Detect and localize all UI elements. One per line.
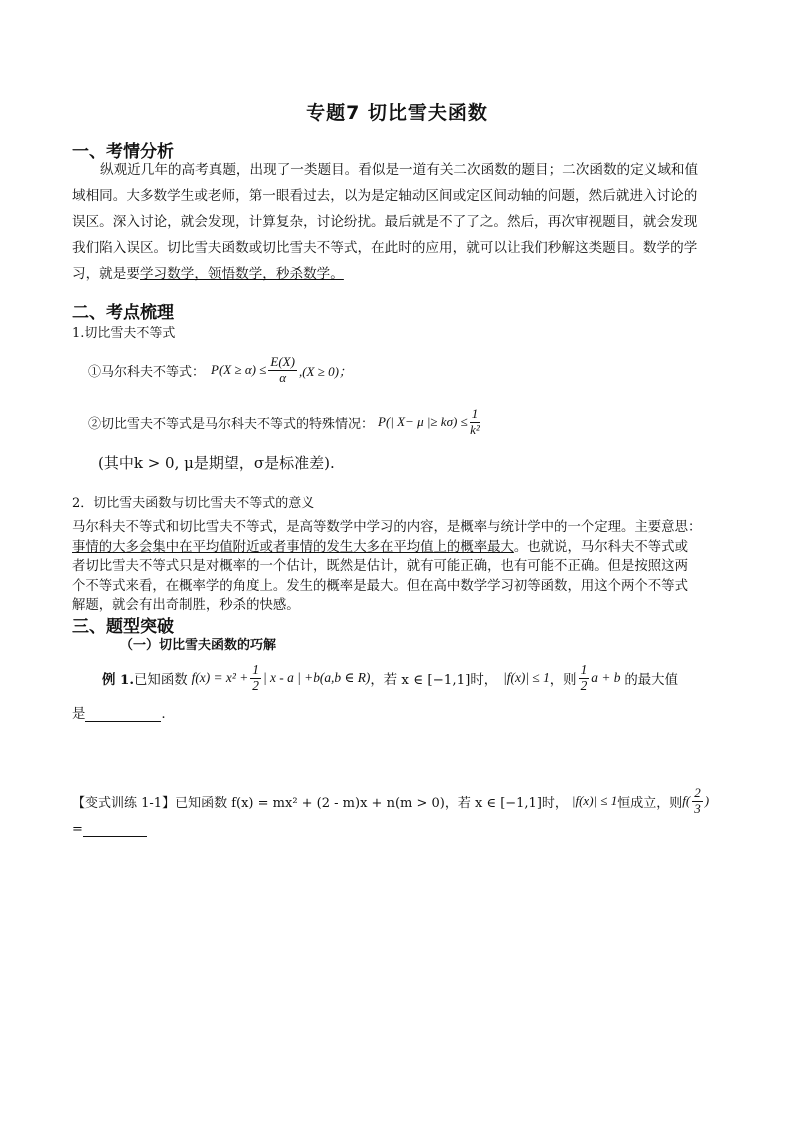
example-1-condition: |f(x)| ≤ 1 bbox=[503, 670, 550, 685]
meaning-underlined-phrase: 事情的大多会集中在平均值附近或者事情的发生大多在平均值上的概率最大 bbox=[72, 539, 514, 555]
variant-denominator: 3 bbox=[694, 800, 701, 816]
example-1-text3: ，则 bbox=[549, 672, 577, 688]
subsection-title: （一）切比雪夫函数的巧解 bbox=[120, 638, 277, 653]
markov-lhs: P(X ≥ α) ≤ bbox=[211, 362, 267, 377]
variant-condition: |f(x)| ≤ 1 bbox=[571, 793, 618, 808]
example-1-line2-prefix: 是 bbox=[72, 707, 86, 722]
example-1-text2: ，若 x ∈ [−1,1]时， bbox=[370, 672, 498, 688]
meaning-line-5: 解题，就会有出奇制胜，秒杀的快感。 bbox=[72, 598, 300, 613]
meaning-line-2-rest: 。也就说，马尔科夫不等式或 bbox=[513, 539, 688, 555]
example-1-expression: a + b bbox=[591, 670, 621, 685]
variant-equals: = bbox=[72, 822, 83, 837]
variant-text2: 恒成立，则 bbox=[617, 795, 683, 811]
chebyshev-lhs: P(| X− μ |≥ kσ) ≤ bbox=[378, 414, 468, 429]
analysis-line-5-prefix: 习，就是要 bbox=[72, 266, 140, 282]
page-title: 专题7 切比雪夫函数 bbox=[306, 102, 488, 124]
example-1-answer-line bbox=[72, 703, 166, 722]
example-1-text4: 的最大值 bbox=[624, 672, 678, 688]
variant-answer-blank[interactable] bbox=[83, 824, 147, 837]
chebyshev-denominator: k² bbox=[470, 421, 480, 437]
example-1-expr-numerator: 1 bbox=[580, 661, 588, 677]
example-1-half bbox=[250, 663, 261, 693]
example-1-period: . bbox=[161, 707, 166, 722]
markov-label: ①马尔科夫不等式： bbox=[88, 364, 206, 380]
analysis-line-2: 域相同。大多数学生或老师，第一眼看过去，以为是定轴动区间或定区间动轴的问题，然后就进入讨论的 bbox=[72, 188, 698, 204]
chebyshev-inequality bbox=[88, 402, 482, 442]
meaning-line-2 bbox=[72, 538, 732, 558]
analysis-underlined-phrase: 学习数学，领悟数学，秒杀数学。 bbox=[139, 266, 344, 282]
variant-exercise bbox=[72, 786, 709, 816]
example-1-label: 例 1. bbox=[102, 671, 135, 688]
markov-tail: ,(X ≥ 0)； bbox=[298, 363, 352, 379]
section-heading-problems: 三、题型突破 bbox=[72, 617, 174, 637]
analysis-line-1: 纵观近几年的高考真题，出现了一类题目。看似是一道有关二次函数的题目；二次函数的定义域和值 bbox=[100, 162, 699, 178]
variant-numerator: 2 bbox=[694, 785, 701, 801]
variant-text1: 已知函数 f(x) = mx² + (2 - m)x + n(m > 0)，若 x ∈ [−1,1]时， bbox=[175, 795, 568, 811]
analysis-line-4: 我们陷入误区。切比雪夫函数或切比雪夫不等式，在此时的应用，就可以让我们秒解这类题目。数学的学 bbox=[72, 240, 698, 256]
example-1-text1: 已知函数 bbox=[134, 672, 188, 688]
variant-f-close: ) bbox=[704, 793, 710, 808]
item2-title: 2．切比雪夫函数与切比雪夫不等式的意义 bbox=[72, 496, 315, 511]
markov-denominator: α bbox=[279, 369, 287, 385]
example-1-function-rest: | x - a | +b(a,b ∈ R) bbox=[262, 670, 371, 685]
example-1-half-denominator: 2 bbox=[252, 677, 259, 693]
section-heading-analysis: 一、考情分析 bbox=[72, 142, 174, 162]
analysis-line-5 bbox=[72, 261, 722, 287]
meaning-line-3: 者切比雪夫不等式只是对概率的一个估计，既然是估计，就有可能正确，也有可能不正确。但是按照这两 bbox=[72, 559, 688, 574]
analysis-line-3: 误区。深入讨论，就会发现，计算复杂，讨论纷扰。最后就是不了了之。然后，再次审视题目，就会发现 bbox=[72, 214, 698, 230]
markov-fraction bbox=[268, 355, 297, 385]
example-1-answer-blank[interactable] bbox=[85, 707, 161, 722]
variant-fraction bbox=[692, 786, 703, 816]
example-1-expr-fraction bbox=[579, 663, 590, 693]
chebyshev-numerator: 1 bbox=[471, 406, 479, 422]
analysis-paragraph bbox=[72, 157, 722, 287]
where-clause: (其中k > 0, μ是期望，σ是标准差). bbox=[98, 454, 335, 472]
markov-numerator: E(X) bbox=[270, 354, 295, 370]
example-1-expr-denominator: 2 bbox=[580, 677, 588, 693]
variant-answer-line bbox=[72, 822, 147, 837]
section-heading-points: 二、考点梳理 bbox=[72, 303, 174, 323]
chebyshev-fraction bbox=[470, 407, 481, 437]
example-1-half-numerator: 1 bbox=[252, 661, 259, 677]
markov-inequality bbox=[88, 350, 352, 390]
meaning-paragraph bbox=[72, 518, 732, 616]
item1-title: 1.切比雪夫不等式 bbox=[72, 326, 176, 341]
example-1 bbox=[102, 660, 678, 696]
example-1-function: f(x) = x² + bbox=[191, 670, 249, 685]
meaning-line-4: 个不等式来看，在概率学的角度上。发生的概率是最大。但在高中数学学习初等函数，用这个两个不等式 bbox=[72, 578, 688, 594]
variant-f-open: f( bbox=[682, 793, 691, 808]
meaning-line-1: 马尔科夫不等式和切比雪夫不等式，是高等数学中学习的内容，是概率与统计学中的一个定理。主要意思： bbox=[72, 520, 702, 535]
chebyshev-label: ②切比雪夫不等式是马尔科夫不等式的特殊情况： bbox=[88, 416, 375, 432]
variant-label: 【变式训练 1-1】 bbox=[72, 795, 176, 811]
